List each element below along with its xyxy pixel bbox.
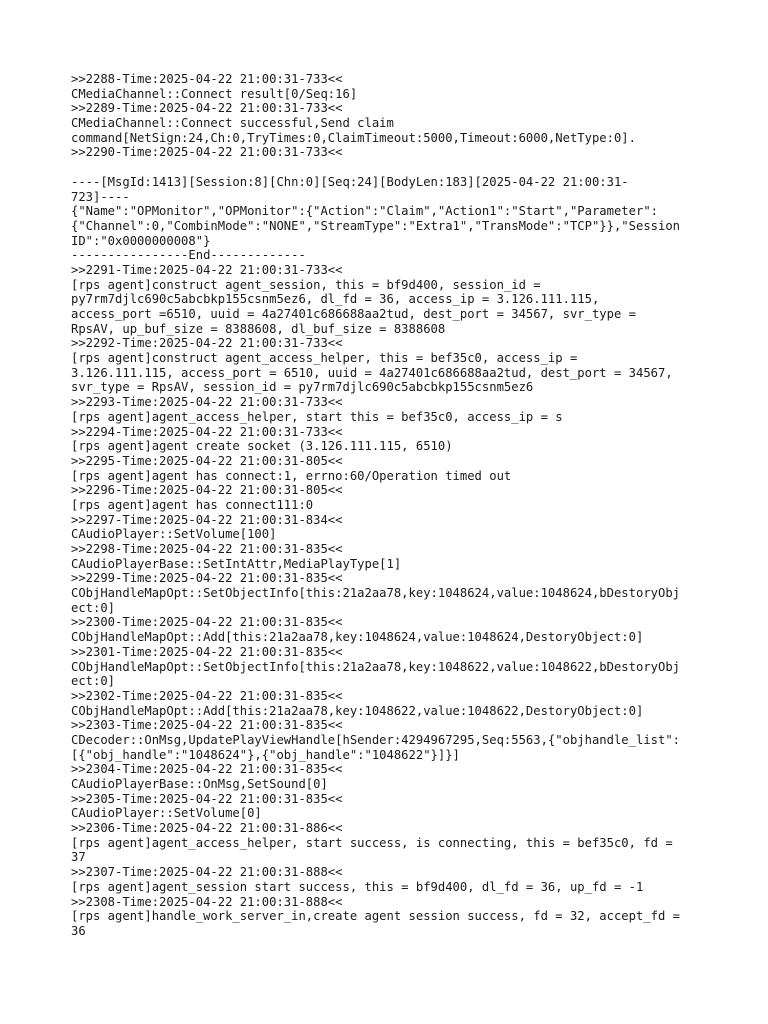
- log-line: command[NetSign:24,Ch:0,TryTimes:0,ClaimTimeout:5000,Timeout:6000,NetType:0].: [71, 130, 636, 145]
- log-line: >>2288-Time:2025-04-22 21:00:31-733<<: [71, 72, 343, 86]
- log-line: {"Channel":0,"CombinMode":"NONE","StreamType":"Extra1","TransMode":"TCP"}},"Session: [71, 218, 681, 233]
- log-line: >>2304-Time:2025-04-22 21:00:31-835<<: [71, 762, 343, 777]
- log-line: >>2295-Time:2025-04-22 21:00:31-805<<: [71, 453, 343, 468]
- log-line: ----[MsgId:1413][Session:8][Chn:0][Seq:24][BodyLen:183][2025-04-22 21:00:31-: [71, 174, 629, 189]
- log-line: [rps agent]agent create socket (3.126.111.115, 6510): [71, 439, 453, 454]
- log-line: CObjHandleMapOpt::Add[this:21a2aa78,key:1048622,value:1048622,DestoryObject:0]: [71, 703, 644, 718]
- log-line: >>2292-Time:2025-04-22 21:00:31-733<<: [71, 336, 343, 351]
- log-line: CObjHandleMapOpt::SetObjectInfo[this:21a2aa78,key:1048624,value:1048624,bDestoryObj: [71, 586, 681, 601]
- log-line: >>2294-Time:2025-04-22 21:00:31-733<<: [71, 424, 343, 439]
- log-line: [rps agent]agent has connect111:0: [71, 497, 314, 512]
- log-line: svr_type = RpsAV, session_id = py7rm7djlc690c5abcbkp155csnm5ez6: [71, 380, 534, 395]
- log-line: CAudioPlayer::SetVolume[100]: [71, 527, 277, 542]
- log-line: ID":"0x0000000008"}: [71, 233, 211, 248]
- log-line: CAudioPlayerBase::OnMsg,SetSound[0]: [71, 777, 328, 791]
- log-line: [{"obj_handle":"1048624"},{"obj_handle":"1048622"}]}]: [71, 747, 460, 762]
- log-line: >>2289-Time:2025-04-22 21:00:31-733<<: [71, 101, 343, 116]
- log-line: >>2303-Time:2025-04-22 21:00:31-835<<: [71, 718, 343, 733]
- log-line: [rps agent]agent_session start success, this = bf9d400, dl_fd = 36, up_fd = -1: [71, 879, 644, 894]
- log-line: RpsAV, up_buf_size = 8388608, dl_buf_size = 8388608: [71, 321, 446, 336]
- log-line: [rps agent]construct agent_session, this = bf9d400, session_id =: [71, 277, 541, 292]
- log-line: >>2293-Time:2025-04-22 21:00:31-733<<: [71, 395, 343, 410]
- blank-line: [71, 160, 711, 175]
- log-line: [rps agent]construct agent_access_helper, this = bef35c0, access_ip =: [71, 351, 578, 366]
- log-line: >>2298-Time:2025-04-22 21:00:31-835<<: [71, 542, 343, 556]
- log-line: >>2301-Time:2025-04-22 21:00:31-835<<: [71, 644, 343, 659]
- log-line: CObjHandleMapOpt::Add[this:21a2aa78,key:1048624,value:1048624,DestoryObject:0]: [71, 630, 644, 645]
- log-line: >>2302-Time:2025-04-22 21:00:31-835<<: [71, 688, 343, 703]
- log-line: CDecoder::OnMsg,UpdatePlayViewHandle[hSender:4294967295,Seq:5563,{"objhandle_list":: [71, 732, 681, 747]
- log-line: ect:0]: [71, 600, 116, 615]
- log-line: >>2296-Time:2025-04-22 21:00:31-805<<: [71, 483, 343, 498]
- log-line: 3.126.111.115, access_port = 6510, uuid = 4a27401c686688aa2tud, dest_port = 34567,: [71, 365, 673, 380]
- log-line: [rps agent]agent_access_helper, start success, is connecting, this = bef35c0, fd =: [71, 835, 673, 850]
- log-line: >>2299-Time:2025-04-22 21:00:31-835<<: [71, 571, 343, 586]
- log-line: {"Name":"OPMonitor","OPMonitor":{"Action":"Claim","Action1":"Start","Parameter":: [71, 204, 658, 219]
- log-line: CObjHandleMapOpt::SetObjectInfo[this:21a2aa78,key:1048622,value:1048622,bDestoryObj: [71, 659, 681, 674]
- log-line: >>2290-Time:2025-04-22 21:00:31-733<<: [71, 145, 343, 160]
- log-line: >>2300-Time:2025-04-22 21:00:31-835<<: [71, 615, 343, 630]
- log-line: CAudioPlayerBase::SetIntAttr,MediaPlayType[1]: [71, 556, 402, 571]
- log-line: 36: [71, 923, 86, 938]
- log-line: ----------------End-------------: [71, 248, 306, 263]
- log-line: 723]----: [71, 189, 130, 204]
- log-line: [rps agent]handle_work_server_in,create agent session success, fd = 32, accept_fd =: [71, 909, 681, 924]
- log-line: CMediaChannel::Connect result[0/Seq:16]: [71, 86, 358, 101]
- log-line: >>2291-Time:2025-04-22 21:00:31-733<<: [71, 262, 343, 277]
- log-line: [rps agent]agent has connect:1, errno:60/Operation timed out: [71, 468, 512, 483]
- log-line: CMediaChannel::Connect successful,Send claim: [71, 116, 394, 131]
- log-line: CAudioPlayer::SetVolume[0]: [71, 806, 262, 821]
- log-line: >>2306-Time:2025-04-22 21:00:31-886<<: [71, 821, 343, 836]
- log-line: ect:0]: [71, 674, 116, 689]
- log-line: >>2297-Time:2025-04-22 21:00:31-834<<: [71, 512, 343, 527]
- log-line: py7rm7djlc690c5abcbkp155csnm5ez6, dl_fd = 36, access_ip = 3.126.111.115,: [71, 292, 600, 307]
- log-line: access_port =6510, uuid = 4a27401c686688aa2tud, dest_port = 34567, svr_type =: [71, 307, 636, 321]
- log-line: 37: [71, 850, 86, 865]
- log-line: >>2308-Time:2025-04-22 21:00:31-888<<: [71, 894, 343, 909]
- log-line: >>2305-Time:2025-04-22 21:00:31-835<<: [71, 791, 343, 806]
- log-line: >>2307-Time:2025-04-22 21:00:31-888<<: [71, 865, 343, 880]
- log-line: [rps agent]agent_access_helper, start this = bef35c0, access_ip = s: [71, 409, 563, 424]
- log-text-block: [71, 72, 711, 939]
